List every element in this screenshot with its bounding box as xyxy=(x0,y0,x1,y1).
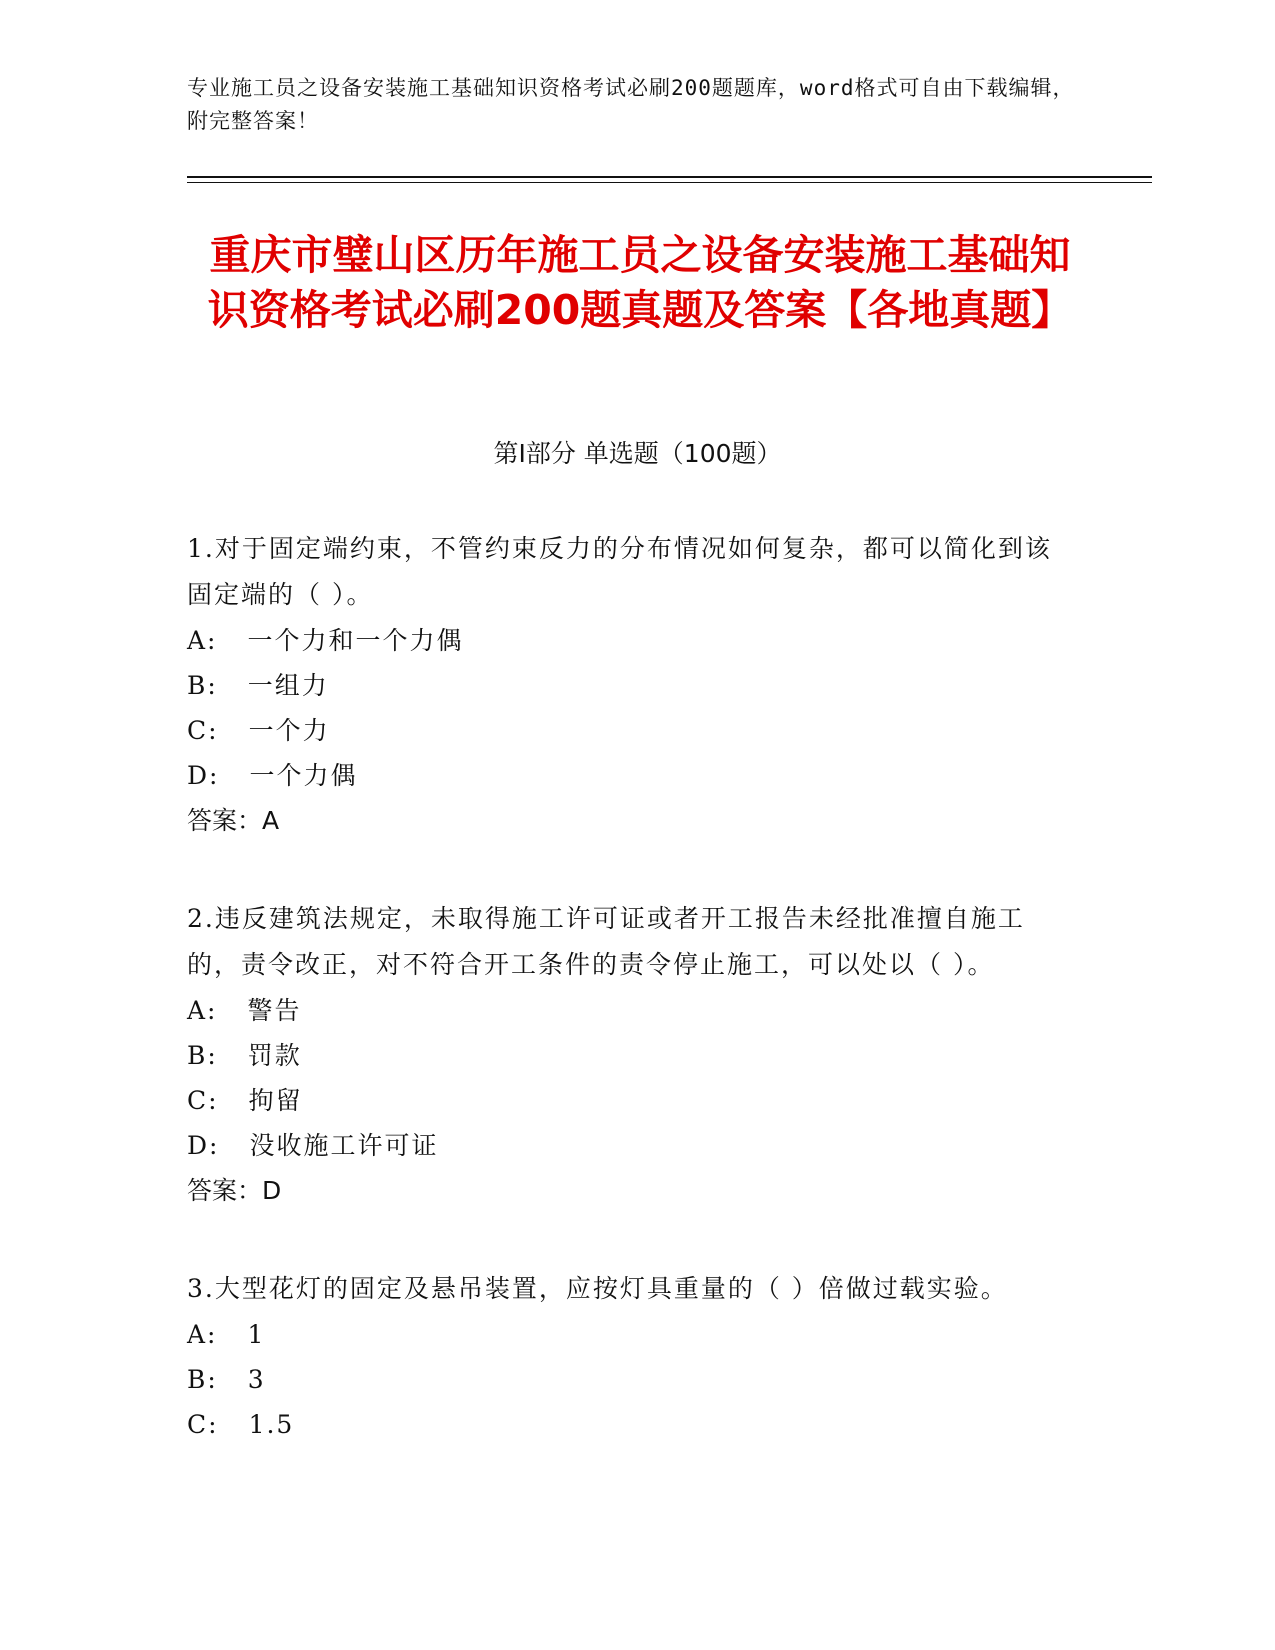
answer-label: 答案： xyxy=(187,1176,263,1205)
option-text: 一个力 xyxy=(248,716,330,745)
option-text: 罚款 xyxy=(247,1041,302,1070)
answer-label: 答案： xyxy=(187,806,263,835)
option-text: 拘留 xyxy=(248,1086,303,1115)
option-text: 一组力 xyxy=(247,671,329,700)
option-text: 1 xyxy=(247,1320,266,1349)
option-letter: C: xyxy=(187,716,219,745)
answer-value: D xyxy=(262,1176,282,1205)
option-text: 1.5 xyxy=(248,1410,295,1439)
option-letter: B: xyxy=(187,671,218,700)
option-letter: A: xyxy=(187,996,218,1025)
header-rule-thin xyxy=(187,182,1152,183)
option-b xyxy=(187,1033,1067,1078)
option-letter: C: xyxy=(187,1410,219,1439)
document-title: 重庆市璧山区历年施工员之设备安装施工基础知识资格考试必刷200题真题及答案【各地真题】 xyxy=(207,231,1073,334)
option-c xyxy=(187,1078,1067,1123)
answer-line xyxy=(187,1168,1067,1214)
option-a xyxy=(187,988,1067,1033)
question-3 xyxy=(187,1266,1067,1447)
option-letter: D: xyxy=(187,761,220,790)
option-letter: C: xyxy=(187,1086,219,1115)
option-c xyxy=(187,1402,1067,1447)
option-d xyxy=(187,753,1067,798)
option-d xyxy=(187,1123,1067,1168)
option-a xyxy=(187,618,1067,663)
option-a xyxy=(187,1312,1067,1357)
option-text: 一个力和一个力偶 xyxy=(247,626,464,655)
question-text: 3.大型花灯的固定及悬吊装置，应按灯具重量的（ ）倍做过载实验。 xyxy=(187,1274,1008,1303)
question-text: 1.对于固定端约束，不管约束反力的分布情况如何复杂，都可以简化到该固定端的（ ）。 xyxy=(187,534,1052,609)
option-letter: D: xyxy=(187,1131,220,1160)
option-letter: A: xyxy=(187,626,218,655)
option-letter: A: xyxy=(187,1320,218,1349)
question-2 xyxy=(187,896,1067,1214)
option-b xyxy=(187,1357,1067,1402)
option-text: 没收施工许可证 xyxy=(249,1131,439,1160)
answer-value: A xyxy=(262,806,280,835)
option-b xyxy=(187,663,1067,708)
option-letter: B: xyxy=(187,1365,218,1394)
question-1 xyxy=(187,526,1067,844)
header-note: 专业施工员之设备安装施工基础知识资格考试必刷200题题库，word格式可自由下载编辑，附完整答案！ xyxy=(187,76,1075,133)
question-list xyxy=(187,526,1067,1499)
option-letter: B: xyxy=(187,1041,218,1070)
question-text: 2.违反建筑法规定，未取得施工许可证或者开工报告未经批准擅自施工的，责令改正，对不符合开工条件的责令停止施工，可以处以（ ）。 xyxy=(187,904,1025,979)
option-text: 警告 xyxy=(247,996,302,1025)
answer-line xyxy=(187,798,1067,844)
header-rule-thick xyxy=(187,176,1152,178)
option-c xyxy=(187,708,1067,753)
option-text: 一个力偶 xyxy=(249,761,358,790)
option-text: 3 xyxy=(247,1365,266,1394)
section-heading: 第Ⅰ部分 单选题（100题） xyxy=(493,439,782,468)
